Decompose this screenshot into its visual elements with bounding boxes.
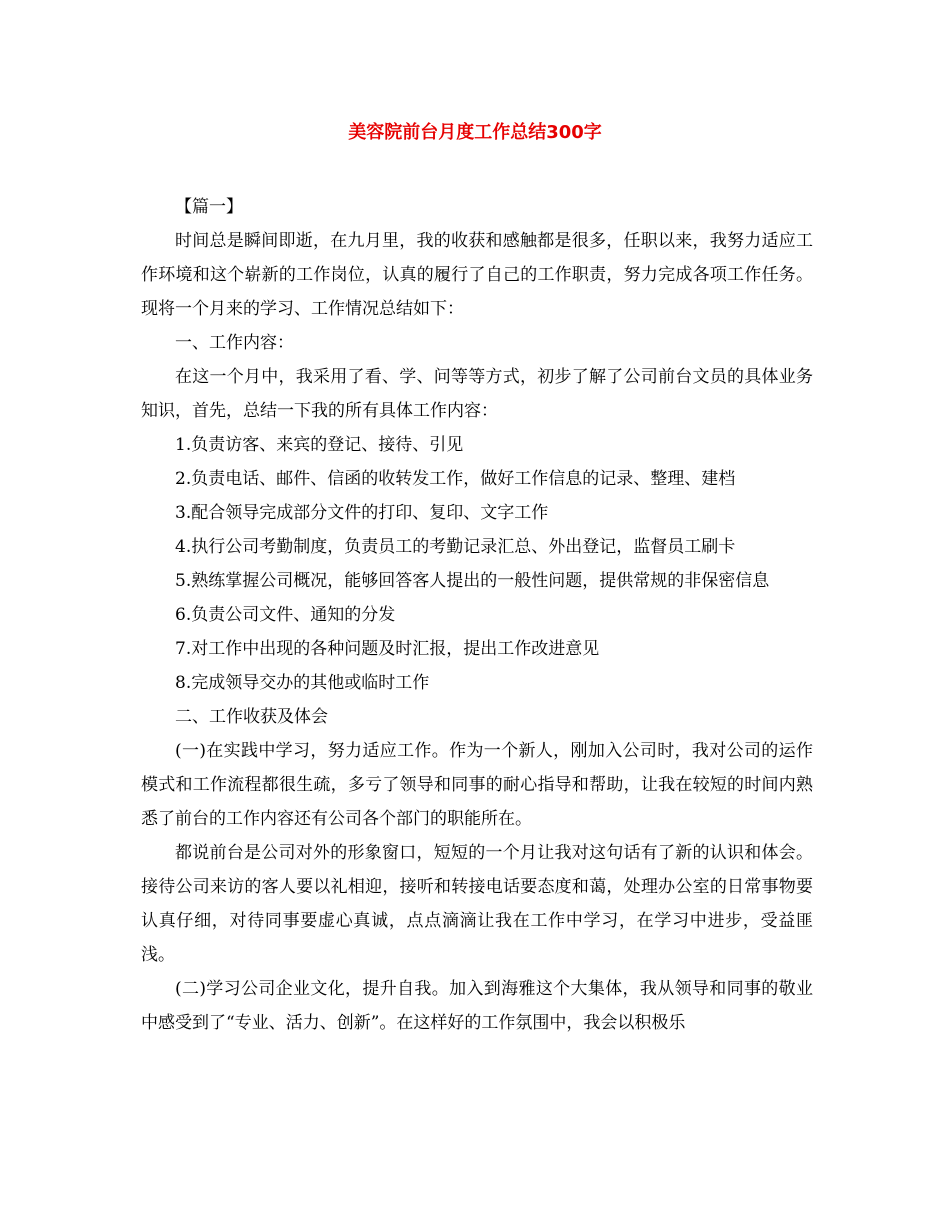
- paragraph-learning-in-practice: (一)在实践中学习，努力适应工作。作为一个新人，刚加入公司时，我对公司的运作模式和工作流程都很生疏，多亏了领导和同事的耐心指导和帮助，让我在较短的时间内熟悉了前台的工作内容还有公司各个部门的职能所在。: [141, 741, 813, 829]
- document-body: [141, 190, 813, 1040]
- paragraph-work-overview: 在这一个月中，我采用了看、学、问等等方式，初步了解了公司前台文员的具体业务知识，首先，总结一下我的所有具体工作内容：: [141, 367, 813, 421]
- list-item-7: 7.对工作中出现的各种问题及时汇报，提出工作改进意见: [175, 639, 600, 659]
- list-item-1: 1.负责访客、来宾的登记、接待、引见: [175, 435, 464, 455]
- list-item-8: 8.完成领导交办的其他或临时工作: [175, 673, 430, 693]
- list-item-2: 2.负责电话、邮件、信函的收转发工作，做好工作信息的记录、整理、建档: [175, 469, 736, 489]
- heading-gains: 二、工作收获及体会: [175, 707, 328, 727]
- document-title: 美容院前台月度工作总结300字: [348, 122, 602, 143]
- paragraph-intro: 时间总是瞬间即逝，在九月里，我的收获和感触都是很多，任职以来，我努力适应工作环境和这个崭新的工作岗位，认真的履行了自己的工作职责，努力完成各项工作任务。现将一个月来的学习、工作情况总结如下：: [141, 231, 813, 319]
- list-item-5: 5.熟练掌握公司概况，能够回答客人提出的一般性问题，提供常规的非保密信息: [175, 571, 770, 591]
- list-item-3: 3.配合领导完成部分文件的打印、复印、文字工作: [175, 503, 549, 523]
- paragraph-front-desk-window: 都说前台是公司对外的形象窗口，短短的一个月让我对这句话有了新的认识和体会。接待公司来访的客人要以礼相迎，接听和转接电话要态度和蔼，处理办公室的日常事物要认真仔细，对待同事要虚心真诚，点点滴滴让我在工作中学习，在学习中进步，受益匪浅。: [141, 843, 813, 965]
- heading-work-content: 一、工作内容：: [175, 333, 294, 353]
- paragraph-company-culture: (二)学习公司企业文化，提升自我。加入到海雅这个大集体，我从领导和同事的敬业中感受到了“专业、活力、创新”。在这样好的工作氛围中，我会以积极乐: [141, 979, 813, 1033]
- section-heading-part-one: 【篇一】: [175, 197, 243, 217]
- list-item-4: 4.执行公司考勤制度，负责员工的考勤记录汇总、外出登记，监督员工刷卡: [175, 537, 736, 557]
- list-item-6: 6.负责公司文件、通知的分发: [175, 605, 396, 625]
